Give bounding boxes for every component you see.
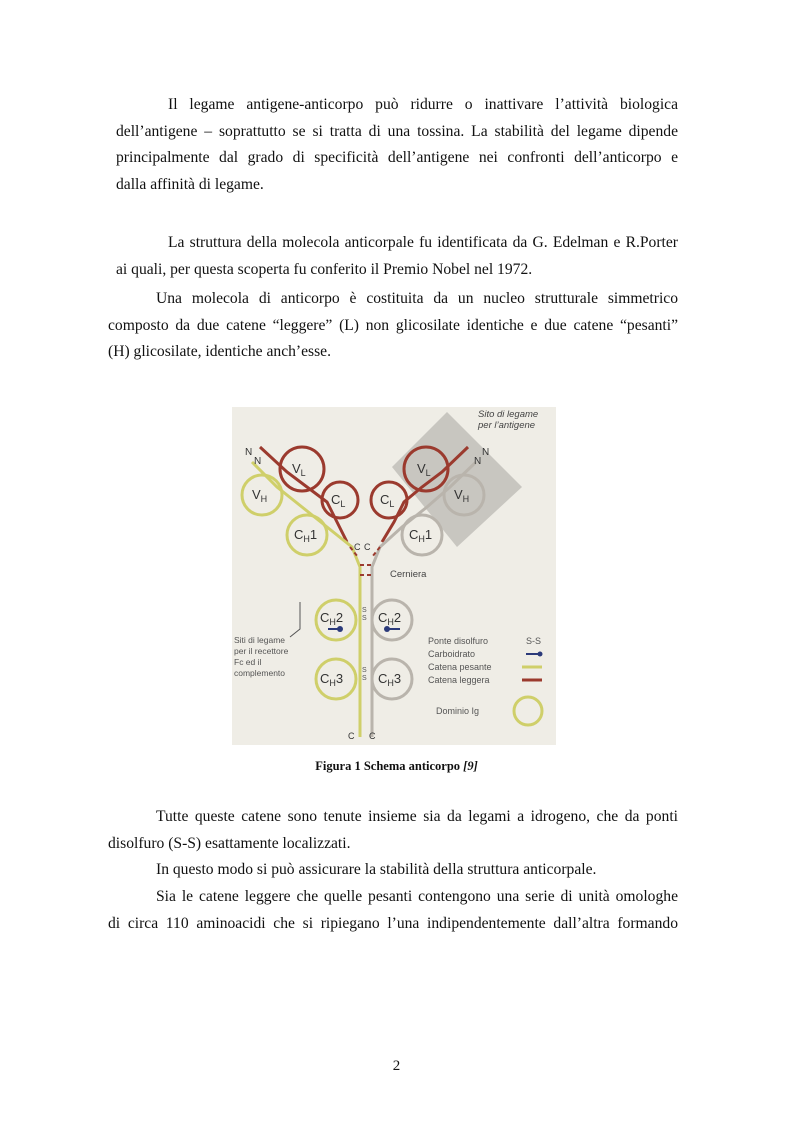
legend-carbo: Carboidrato (428, 649, 476, 659)
n-label: N (474, 456, 482, 467)
text-line: ai quali, per questa scoperta fu conferito il Premio Nobel nel 1972. (116, 260, 533, 278)
n-label: N (482, 447, 490, 458)
siti-label-line2: per il recettore (234, 646, 289, 656)
ch1-left-label: $C_H1$ (294, 527, 318, 544)
caption-ref: [9] (463, 759, 478, 773)
siti-label-line1: Siti di legame (234, 635, 286, 645)
ch2-left-label: $C_H2$ (320, 610, 344, 627)
paragraph-4 (108, 804, 678, 857)
text-line: La struttura della molecola anticorpale fu identificata da G. Edelman e R.Porter (168, 234, 678, 251)
antibody-diagram (232, 407, 556, 745)
ss-mark: S (362, 607, 367, 614)
legend-pesante: Catena pesante (428, 662, 492, 672)
text-line: In questo modo si può assicurare la stabilità della struttura anticorpale. (156, 861, 597, 878)
legend-dominio: Dominio Ig (436, 706, 480, 716)
c-label: C (348, 731, 355, 741)
legend-ss: S-S (526, 636, 542, 646)
vh-right-label: $V_H$ (454, 487, 470, 504)
siti-label-line3: Fc ed il (234, 657, 262, 667)
sito-label-line2: per l’antigene (478, 420, 536, 431)
ss-mark: S (362, 667, 367, 674)
text-line: (H) glicosilate, identiche anch’esse. (108, 343, 331, 361)
text-line: Sia le catene leggere che quelle pesanti contengono una serie di unità omologhe (156, 888, 678, 905)
paragraph-3 (108, 286, 678, 366)
n-label: N (254, 456, 262, 467)
text-line: dell’antigene – soprattutto se si tratta di una tossina. La stabilità del legame dipende (116, 122, 678, 140)
text-line: di circa 110 aminoacidi che si ripiegano l’una indipendentemente dall’altra formando (108, 914, 678, 932)
sito-label-line1: Sito di legame (478, 409, 539, 420)
c-label: C (369, 731, 376, 741)
ch1-right-label: $C_H1$ (409, 527, 433, 544)
text-line: disolfuro (S-S) esattamente localizzati. (108, 834, 351, 852)
legend-ponte: Ponte disolfuro (428, 636, 489, 646)
text-line: Tutte queste catene sono tenute insieme sia da legami a idrogeno, che da ponti (156, 808, 678, 825)
vl-right-label: $V_L$ (417, 461, 431, 478)
page-number: 2 (392, 1058, 401, 1074)
ss-mark: S (362, 615, 367, 622)
n-label: N (245, 447, 253, 458)
antibody-diagram-svg (232, 407, 556, 745)
ss-mark: S (362, 675, 367, 682)
caption-text: Figura 1 Schema anticorpo (315, 759, 464, 773)
paragraph-6 (108, 884, 678, 937)
text-line: dalla affinità di legame. (116, 175, 264, 193)
vl-left-label: $V_L$ (292, 461, 306, 478)
cerniera-label: Cerniera (390, 569, 427, 580)
paragraph-1 (116, 92, 678, 198)
paragraph-5 (108, 857, 678, 884)
text-line: Una molecola di anticorpo è costituita da un nucleo strutturale simmetrico (156, 290, 678, 307)
text-line: Il legame antigene-anticorpo può ridurre o inattivare l’attività biologica (168, 96, 678, 113)
figure-caption (0, 759, 793, 774)
cl-left-label: $C_L$ (331, 492, 346, 509)
text-line: composto da due catene “leggere” (L) non glicosilate identiche e due catene “pesanti” (108, 316, 678, 334)
c-label: C (364, 542, 371, 552)
cl-right-label: $C_L$ (380, 492, 395, 509)
siti-label-line4: complemento (234, 668, 286, 678)
text-line: principalmente dal grado di specificità dell’antigene nei confronti dell’anticorpo e (116, 149, 678, 167)
ch2-right-label: $C_H2$ (378, 610, 402, 627)
legend-leggera: Catena leggera (428, 675, 490, 685)
ch3-left-label: $C_H3$ (320, 671, 344, 688)
c-label: C (354, 542, 361, 552)
paragraph-2 (116, 230, 678, 283)
ch3-right-label: $C_H3$ (378, 671, 402, 688)
vh-left-label: $V_H$ (252, 487, 268, 504)
